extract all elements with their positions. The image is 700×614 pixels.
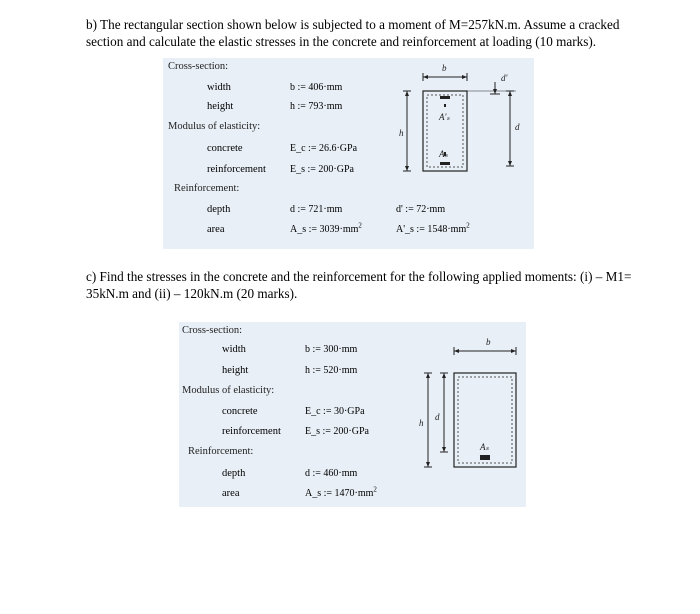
area-label: area (207, 224, 225, 235)
a-s-prime-label: A'ₛ (439, 112, 450, 122)
height-value: h := 520·mm (305, 365, 358, 376)
compression-bar (440, 96, 450, 99)
compression-depth-value: d' := 72·mm (396, 204, 446, 215)
cross-section-diagram-c (416, 338, 520, 470)
compression-area-value: A'_s := $1548\cdot mm^2$ (396, 221, 470, 235)
area-value: A_s := $1470\cdot mm^2$ (305, 485, 377, 499)
cross-section-diagram-b (395, 62, 525, 180)
modulus-label: Modulus of elasticity: (168, 121, 261, 132)
modulus-label: Modulus of elasticity: (182, 385, 275, 396)
section-rectangle (423, 91, 467, 171)
width-value: b := 300·mm (305, 344, 358, 355)
depth-label: depth (222, 468, 246, 479)
cross-section-label: Cross-section: (182, 325, 243, 336)
reinforcement-modulus-value: E_s := 200·GPa (305, 426, 369, 437)
concrete-label: concrete (207, 143, 243, 154)
a-s-label: Aₛ (439, 149, 448, 159)
h-label: h (419, 418, 424, 428)
reinforcement-heading: Reinforcement: (174, 183, 240, 194)
width-label: width (207, 82, 231, 93)
b-label: b (486, 338, 491, 347)
a-s-label: Aₛ (480, 442, 489, 452)
depth-value: d := 460·mm (305, 468, 358, 479)
height-label: height (222, 365, 249, 376)
d-prime-label: d' (501, 73, 508, 83)
reinforcement-label: reinforcement (222, 426, 281, 437)
area-value: A_s := $3039\cdot mm^2$ (290, 221, 362, 235)
width-label: width (222, 344, 246, 355)
d-label: d (435, 412, 440, 422)
question-c-text: c) Find the stresses in the concrete and the reinforcement for the following applied moments: (i) – M1= 35kN.m and (ii) – 120kN.m (20 marks). (86, 269, 632, 301)
question-b-text: b) The rectangular section shown below is subjected to a moment of M=257kN.m. Assume a cracked section and calculate the elastic stresses in the concrete and reinforcement at loading (10 marks). (86, 17, 620, 49)
width-value: b := 406·mm (290, 82, 343, 93)
depth-value: d := 721·mm (290, 204, 343, 215)
depth-label: depth (207, 204, 231, 215)
reinforcement-label: reinforcement (207, 164, 266, 175)
d-label: d (515, 122, 520, 132)
concrete-label: concrete (222, 406, 258, 417)
b-label: b (442, 63, 447, 73)
section-rectangle (454, 373, 516, 467)
cross-section-panel-c (179, 322, 526, 507)
concrete-modulus-value: E_c := 30·GPa (305, 406, 365, 417)
concrete-modulus-value: E_c := 26.6·GPa (290, 143, 358, 154)
height-label: height (207, 101, 234, 112)
cross-section-panel-b (163, 58, 534, 249)
h-label: h (399, 128, 404, 138)
tension-bar (440, 162, 450, 165)
area-label: area (222, 488, 240, 499)
reinforcement-modulus-value: E_s := 200·GPa (290, 164, 354, 175)
reinforcement-heading: Reinforcement: (188, 446, 254, 457)
tension-bar (480, 455, 490, 460)
cross-section-label: Cross-section: (168, 61, 229, 72)
height-value: h := 793·mm (290, 101, 343, 112)
